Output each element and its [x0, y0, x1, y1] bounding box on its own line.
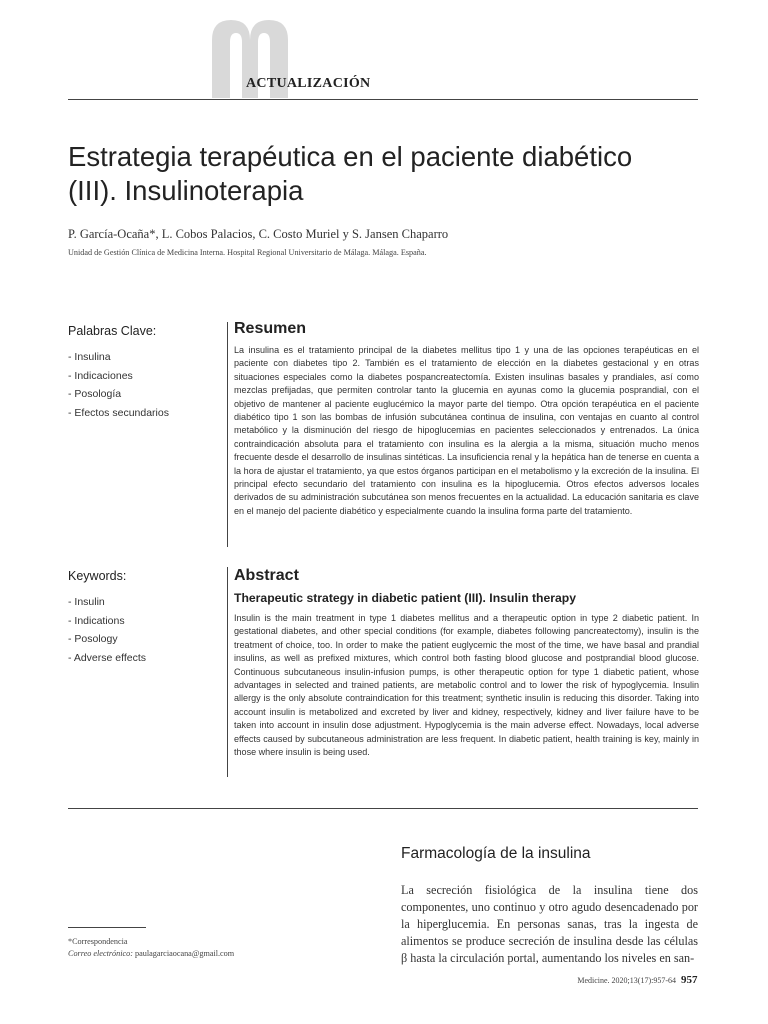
keyword-item: - Adverse effects: [68, 651, 147, 664]
keyword-item: - Posología: [68, 388, 122, 400]
abstract-block: [234, 567, 699, 759]
title-line-1: Estrategia terapéutica en el paciente diabético: [68, 141, 633, 172]
resumen-text: La insulina es el tratamiento principal de la diabetes mellitus tipo 1 y una de las opciones terapéuticas en el paciente con diabetes tipo 2. También es el tratamiento de elección en la diabetes gestacional y en otras situaciones especiales como la diabetes pospancreatectomía. Existen insulinas basales y prandiales, así como mezclas prefijadas, que permiten controlar tanto la glucemia en ayunas como la glucemia posprandial, con el objetivo de mantener al paciente euglucémico la mayor parte del tiempo. Otra opción terapéutica en el paciente diabético tipo 1 son las bombas de infusión subcutánea continua de insulina, con ventajas en cuanto al control metabólico y la disminución del riesgo de hipoglucemias en pacientes seleccionados y entrenados. La única contraindicación absoluta para el tratamiento con insulina es la alergia a la misma, situación mucho menos frecuente desde el desarrollo de insulinas sintéticas. La insuficiencia renal y la hepática han de tenerse en cuenta a la hora de ajustar el tratamiento, ya que estos órganos participan en el metabolismo y la excreción de la insulina. El principal efecto secundario del tratamiento con insulina es la hipoglucemia. Otros efectos adversos locales derivados de su administración subcutánea son menos frecuentes en la actualidad. La educación sanitaria es clave en el manejo del paciente diabético y especialmente cuando la insulina forma parte del tratamiento.: [234, 345, 699, 516]
keyword-item: - Efectos secundarios: [68, 406, 169, 419]
keyword-item: - Posology: [68, 633, 118, 645]
journal-citation: Medicine. 2020;13(17):957-64: [577, 976, 676, 985]
section-rule: [68, 808, 698, 809]
resumen-divider: [227, 322, 228, 547]
email-address[interactable]: paulagarciaocana@gmail.com: [135, 949, 235, 958]
section-label: ACTUALIZACIÓN: [246, 76, 371, 91]
page-number: 957: [681, 974, 698, 986]
abstract-subtitle: Therapeutic strategy in diabetic patient (III). Insulin therapy: [234, 591, 576, 605]
footnote-rule: [68, 927, 146, 928]
email-note: [68, 949, 234, 958]
abstract-heading: Abstract: [234, 567, 299, 584]
keyword-item: - Insulin: [68, 596, 105, 608]
title-line-2: (III). Insulinoterapia: [68, 175, 304, 206]
affiliation: Unidad de Gestión Clínica de Medicina Interna. Hospital Regional Universitario de Málaga. Málaga. España.: [68, 248, 427, 257]
abstract-divider: [227, 567, 228, 777]
section-heading: Farmacología de la insulina: [401, 845, 591, 862]
body-paragraph: La secreción fisiológica de la insulina tiene dos componentes, uno continuo y otro agudo desencadenado por la hiperglucemia. En personas sanas, tras la ingesta de alimentos se produce secreción de insulina desde las células β hasta la circulación portal, aumentando los niveles en san-: [401, 883, 698, 965]
resumen-block: [234, 320, 699, 518]
resumen-heading: Resumen: [234, 320, 307, 337]
keyword-item: - Indications: [68, 614, 125, 627]
authors: P. García-Ocaña*, L. Cobos Palacios, C. Costo Muriel y S. Jansen Chaparro: [68, 227, 449, 241]
keywords-en: [68, 569, 218, 667]
article-title: [68, 140, 708, 208]
header-rule: [68, 99, 698, 100]
keyword-item: - Indicaciones: [68, 369, 133, 382]
keywords-en-heading: Keywords:: [68, 569, 127, 583]
email-label: Correo electrónico:: [68, 949, 133, 958]
keywords-es-heading: Palabras Clave:: [68, 324, 157, 338]
keyword-item: - Insulina: [68, 351, 111, 363]
correspondence-note: *Correspondencia: [68, 937, 128, 946]
abstract-text: Insulin is the main treatment in type 1 diabetes mellitus and a therapeutic option in type 2 diabetic patient. In gestational diabetes, and other special conditions (for example, diabetes following pancreatectomy), insulin is the treatment of choice, too. In order to make the patient euglycemic the most of the time, we have basal and prandial insulins, as well as prefixed mixtures, which control both fasting blood glucose and postprandial blood glucose. Continuous subcutaneous insulin-infusion pumps, is other therapeutic option for type 1 diabetic patient, whose advantages in selected and trained patients, are metabolic control and to lower the risk of hypoglycemia. Insulin allergy is the only absolute contraindication for this treatment; synthetic insulin is reducing this disorder. Taking into account insulin is metabolized and excreted by liver and kidney, respectively, kidney and liver failure have to be taken into account in insulin dose adjustment. Hypoglycemia is the main adverse effect. Nowadays, local adverse effects caused by subcutaneous administration are less frequent. In diabetic patient, health training is key, mainly in those where insulin is being used.: [234, 613, 699, 758]
keywords-es: [68, 324, 218, 422]
